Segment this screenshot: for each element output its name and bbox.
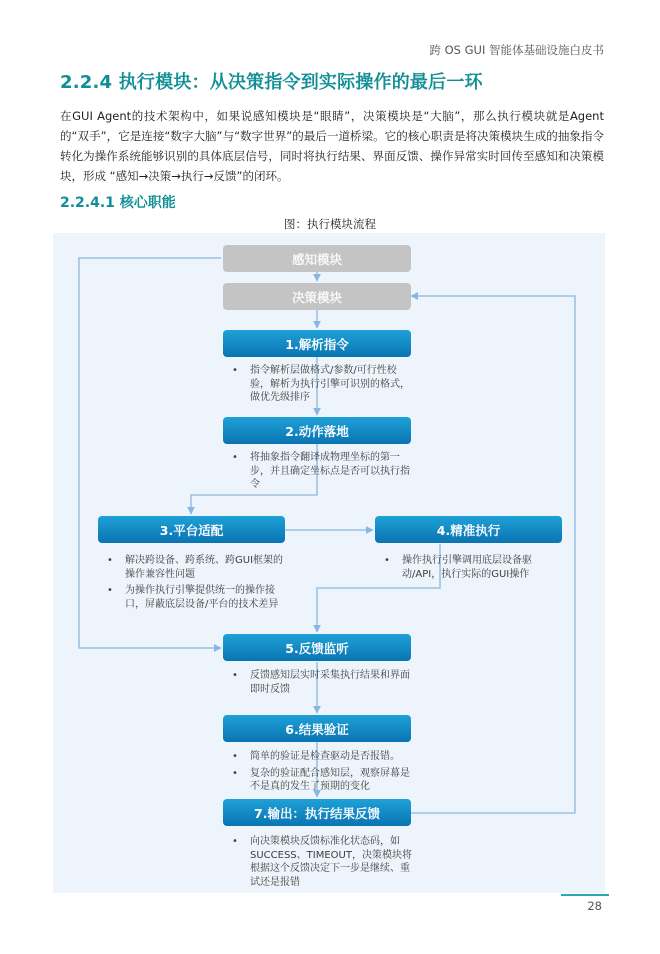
section-title: 2.2.4 执行模块：从决策指令到实际操作的最后一环 [60, 72, 483, 93]
footer-divider [561, 894, 609, 896]
note-item: • 简单的验证是检查驱动是否报错。 [228, 750, 418, 764]
notes-parse [228, 364, 414, 408]
note-item: • 操作执行引擎调用底层设备驱动/API，执行实际的GUI操作 [380, 554, 570, 581]
node-perception: 感知模块 [223, 245, 411, 272]
notes-output [228, 835, 414, 892]
node-monitor: 5.反馈监听 [223, 634, 411, 661]
note-item: • 复杂的验证配合感知层，观察屏幕是不是真的发生了预期的变化 [228, 767, 418, 794]
notes-execute [380, 554, 570, 584]
flow-diagram [53, 233, 605, 893]
node-platform: 3.平台适配 [98, 516, 285, 543]
notes-verify [228, 750, 418, 797]
running-header: 跨 OS GUI 智能体基础设施白皮书 [429, 43, 604, 57]
node-output: 7.输出：执行结果反馈 [223, 799, 411, 826]
note-item: • 反馈感知层实时采集执行结果和界面即时反馈 [228, 669, 414, 696]
intro-paragraph: 在GUI Agent的技术架构中，如果说感知模块是“眼睛”，决策模块是“大脑”，那么执行模块就是Agent的“双手”，它是连接“数字大脑”与“数字世界”的最后一道桥梁。它的核心职责是将决策模块生成的抽象指令转化为操作系统能够识别的具体底层信号，同时将执行结果、界面反馈、操作异常实时回传至感知和决策模块，形成 “感知→决策→执行→反馈”的闭环。 [60, 109, 604, 183]
subsection-title: 2.2.4.1 核心职能 [60, 195, 176, 211]
page-number: 28 [587, 899, 602, 913]
node-parse: 1.解析指令 [223, 330, 411, 357]
note-item: • 为操作执行引擎提供统一的操作接口，屏蔽底层设备/平台的技术差异 [103, 584, 293, 611]
notes-action [228, 451, 414, 495]
node-execute: 4.精准执行 [375, 516, 562, 543]
note-item: • 解决跨设备、跨系统、跨GUI框架的操作兼容性问题 [103, 554, 293, 581]
note-item: • 将抽象指令翻译成物理坐标的第一步，并且确定坐标点是否可以执行指令 [228, 451, 414, 492]
note-item: • 向决策模块反馈标准化状态码，如SUCCESS、TIMEOUT，决策模块将根据这个反馈决定下一步是继续、重试还是报错 [228, 835, 414, 889]
note-item: • 指令解析层做格式/参数/可行性校验，解析为执行引擎可识别的格式，做优先级排序 [228, 364, 414, 405]
notes-monitor [228, 669, 414, 699]
node-decision: 决策模块 [223, 283, 411, 310]
node-action: 2.动作落地 [223, 417, 411, 444]
node-verify: 6.结果验证 [223, 715, 411, 742]
figure-caption: 图：执行模块流程 [284, 217, 376, 231]
notes-platform [103, 554, 293, 614]
